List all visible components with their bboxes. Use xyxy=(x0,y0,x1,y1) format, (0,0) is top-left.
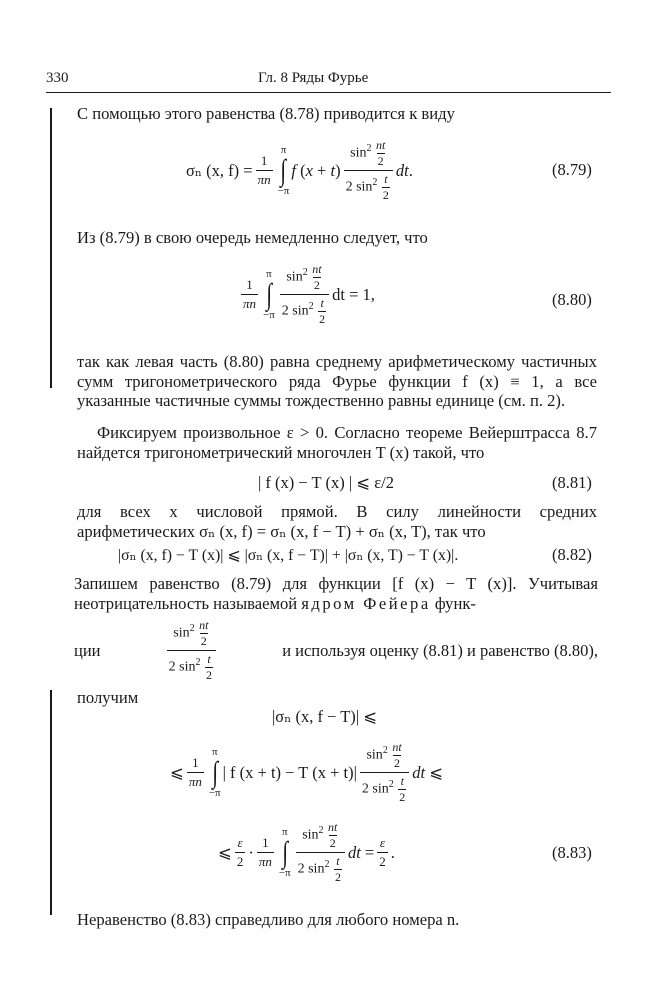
equation-8-83-line-1: |σₙ (x, f − T)| ⩽ xyxy=(272,707,378,726)
paragraph xyxy=(74,574,598,613)
paragraph: Из (8.79) в свою очередь немедленно следует, что xyxy=(77,228,428,247)
fraction: $\frac{\varepsilon}{2}$ xyxy=(236,835,244,869)
integral-sign: π ∫ −π xyxy=(208,745,221,799)
paragraph: С помощью этого равенства (8.78) приводится к виду xyxy=(77,104,455,123)
paragraph-text: Запишем равенство (8.79) для функции [f (x) − T (x)]. Учитывая неотрицательность называемой xyxy=(74,574,598,613)
paragraph: получим xyxy=(77,688,139,707)
equation-number: (8.82) xyxy=(552,545,592,564)
paragraph: так как левая часть (8.80) равна среднему арифметическому частичных сумм тригонометрического ряда Фурье функции f (x) ≡ 1, а все указанные частичные суммы тождественно равны единице (см. п. 2). xyxy=(77,352,597,410)
integral-sign: π ∫ −π xyxy=(278,825,291,879)
paragraph-text: функ- xyxy=(434,593,476,613)
paragraph: Неравенство (8.83) справедливо для любого номера n. xyxy=(77,910,460,929)
header-rule xyxy=(46,92,611,93)
fejer-kernel-fraction: $\sin^2$ $\frac{nt}{2}$ 2 $\sin^2$ $\frac{t}{2}$ xyxy=(280,262,329,327)
equation-number: (8.79) xyxy=(552,160,592,179)
fraction: $\frac{\varepsilon}{2}$ xyxy=(379,835,386,869)
equation-8-83-line-3: ⩽ $\frac{\varepsilon}{2}$ · $\frac{1}{\pi n}$ π ∫ −π $\sin^2$ $\frac{nt}{2}$ 2 $\sin^2$ $\frac{t}{2}$ dt = $\frac{\varepsilon}{2}$ . xyxy=(218,820,395,884)
fraction: $\frac{1}{\pi n}$ xyxy=(258,835,272,869)
fraction: $\frac{1}{\pi n}$ xyxy=(243,277,257,311)
equation-8-81: | f (x) − T (x) | ⩽ ε/2 xyxy=(258,473,394,492)
paragraph-inline-formula xyxy=(74,618,598,683)
fraction: $\frac{1}{\pi n}$ xyxy=(188,755,202,789)
integral-sign: π ∫ −π xyxy=(277,143,290,197)
paragraph-text: ции xyxy=(74,640,101,660)
paragraph-text: и используя оценку (8.81) и равенство (8.80), xyxy=(282,640,598,660)
equation-rhs: dt = 1, xyxy=(332,284,375,304)
equation-number: (8.81) xyxy=(552,473,592,492)
margin-bar xyxy=(50,108,52,388)
paragraph: для всех x числовой прямой. В силу линейности средних арифметических σₙ (x, f) = σₙ (x, f − T) + σₙ (x, T), так что xyxy=(77,502,597,541)
equation-8-82: |σₙ (x, f) − T (x)| ⩽ |σₙ (x, f − T)| + |σₙ (x, T) − T (x)|. xyxy=(118,547,459,564)
fejer-kernel-fraction: $\sin^2$ $\frac{nt}{2}$ 2 $\sin^2$ $\frac{t}{2}$ xyxy=(360,740,409,805)
emphasized-term: ядром Фейера xyxy=(301,593,431,613)
equation-8-79: σₙ (x, f) = $\frac{1}{\pi n}$ π ∫ −π f (x + t) $\sin^2$ $\frac{nt}{2}$ 2 $\sin^2$ $\frac{t}{2}$ dt. xyxy=(186,138,413,202)
equation-8-80 xyxy=(238,262,375,327)
equation-8-83-line-2: ⩽ $\frac{1}{\pi n}$ π ∫ −π | f (x + t) − T (x + t)| $\sin^2$ $\frac{nt}{2}$ 2 $\sin^2$ $\frac{t}{2}$ dt ⩽ xyxy=(170,740,444,804)
margin-bar xyxy=(50,690,52,915)
equation-number: (8.83) xyxy=(552,843,592,862)
fraction: $\frac{1}{\pi n}$ xyxy=(257,153,271,187)
running-header: Гл. 8 Ряды Фурье xyxy=(258,70,369,86)
fejer-kernel-fraction: $\sin^2$ $\frac{nt}{2}$ 2 $\sin^2$ $\frac{t}{2}$ xyxy=(296,820,345,885)
fejer-kernel-fraction: $\sin^2$ $\frac{nt}{2}$ 2 $\sin^2$ $\frac{t}{2}$ xyxy=(167,618,216,683)
integral-sign: π ∫ −π xyxy=(263,267,275,321)
equation-lhs: σₙ (x, f) = xyxy=(186,160,253,180)
fejer-kernel-fraction: $\sin^2$ $\frac{nt}{2}$ 2 $\sin^2$ $\frac{t}{2}$ xyxy=(344,138,393,203)
equation-number: (8.80) xyxy=(552,290,592,309)
paragraph: Фиксируем произвольное ε > 0. Согласно теореме Вейерштрасса 8.7 найдется тригонометрический многочлен T (x) такой, что xyxy=(77,423,597,462)
equation-term: | f (x + t) − T (x + t)| xyxy=(222,762,357,782)
page-number: 330 xyxy=(46,70,69,86)
